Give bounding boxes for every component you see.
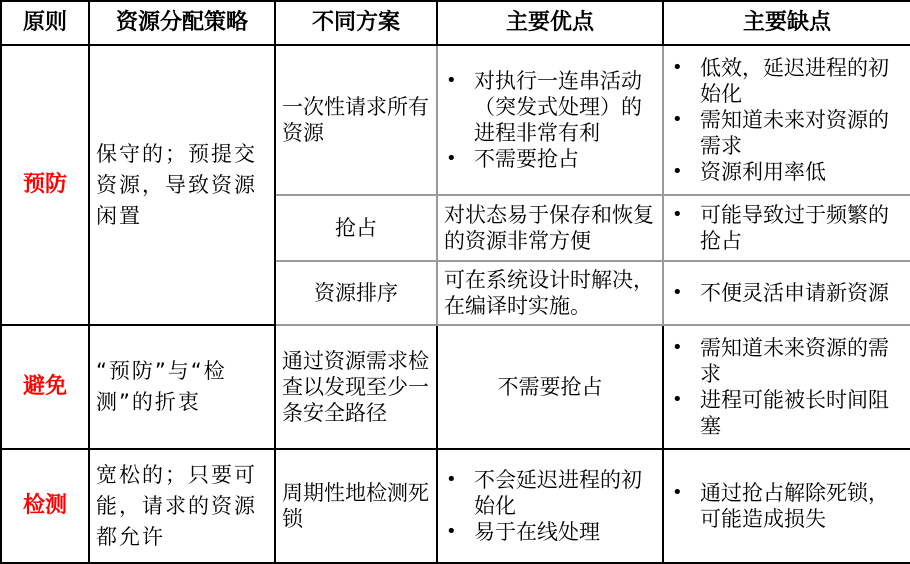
pros-item: • 不会延迟进程的初始化	[444, 467, 656, 519]
scheme-preemption: 抢占	[275, 195, 437, 261]
detection-row	[1, 449, 910, 563]
pros-item: • 易于在线处理	[444, 519, 656, 545]
prevention-principle: 预防	[1, 45, 89, 325]
detection-scheme: 周期性地检测死锁	[275, 449, 437, 563]
cons-item: • 不便灵活申请新资源	[670, 280, 904, 306]
pros-preemption: 对状态易于保存和恢复的资源非常方便	[437, 195, 663, 261]
avoidance-row	[1, 325, 910, 449]
cons-preemption	[663, 195, 910, 261]
cons-one-time-request	[663, 45, 910, 195]
pros-one-time-request	[437, 45, 663, 195]
cons-item: • 需知道未来资源的需求	[670, 335, 904, 387]
header-schemes: 不同方案	[275, 1, 437, 45]
cons-item: • 需知道未来对资源的需求	[670, 107, 904, 159]
scheme-resource-ordering: 资源排序	[275, 261, 437, 325]
header-cons: 主要缺点	[663, 1, 910, 45]
cons-item: • 进程可能被长时间阻塞	[670, 387, 904, 439]
cons-item: • 通过抢占解除死锁，可能造成损失	[670, 480, 904, 532]
avoidance-cons	[663, 325, 910, 449]
prevention-strategy: 保守的；预提交资源，导致资源闲置	[89, 45, 275, 325]
cons-item: • 低效，延迟进程的初始化	[670, 55, 904, 107]
avoidance-pros: 不需要抢占	[437, 325, 663, 449]
pros-item: • 对执行一连串活动（突发式处理）的进程非常有利	[444, 68, 656, 146]
header-row	[1, 1, 910, 45]
detection-cons	[663, 449, 910, 563]
cons-resource-ordering	[663, 261, 910, 325]
avoidance-scheme: 通过资源需求检查以发现至少一条安全路径	[275, 325, 437, 449]
detection-pros	[437, 449, 663, 563]
pros-item: • 不需要抢占	[444, 146, 656, 172]
avoidance-strategy: “预防”与“检测”的折衷	[89, 325, 275, 449]
header-principle: 原则	[1, 1, 89, 45]
header-strategy: 资源分配策略	[89, 1, 275, 45]
cons-item: • 可能导致过于频繁的抢占	[670, 202, 904, 254]
prevention-row-1	[1, 45, 910, 195]
detection-strategy: 宽松的；只要可能，请求的资源都允许	[89, 449, 275, 563]
cons-item: • 资源利用率低	[670, 159, 904, 185]
avoidance-principle: 避免	[1, 325, 89, 449]
detection-principle: 检测	[1, 449, 89, 563]
pros-resource-ordering: 可在系统设计时解决，在编译时实施。	[437, 261, 663, 325]
scheme-one-time-request: 一次性请求所有资源	[275, 45, 437, 195]
header-pros: 主要优点	[437, 1, 663, 45]
